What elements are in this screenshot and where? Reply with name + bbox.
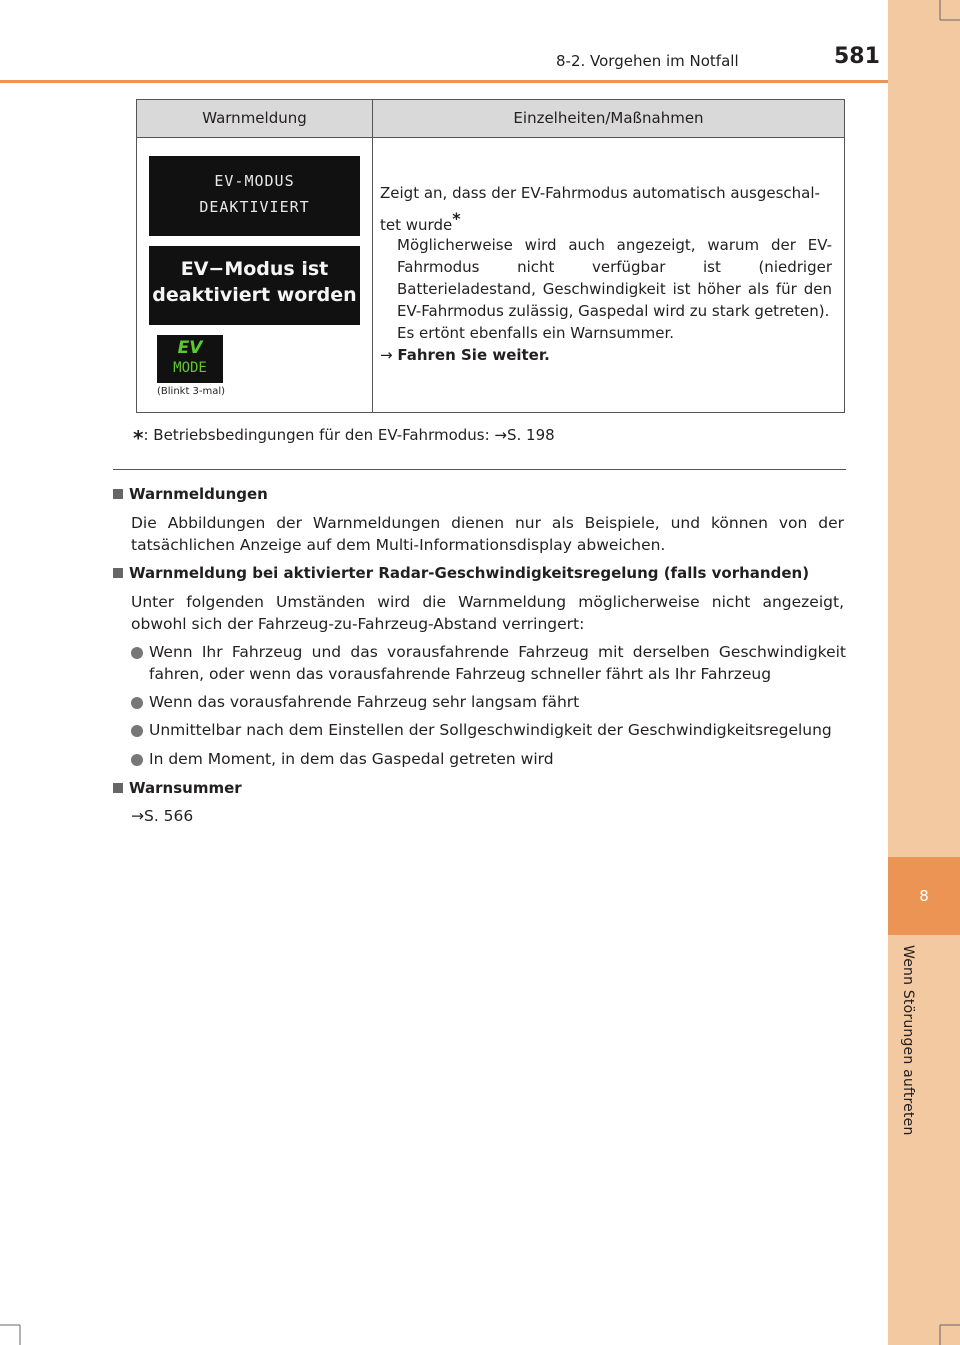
detail-buzzer: Es ertönt ebenfalls ein Warnsummer. bbox=[397, 324, 675, 342]
footnote: *: Betriebsbedingungen für den EV-Fahrmodus: →S. 198 bbox=[133, 426, 555, 450]
ev-mode-deactivated-display-alt bbox=[149, 246, 360, 325]
section-text: Die Abbildungen der Warnmeldungen dienen nur als Beispiele, und können von der tatsächlichen Anzeige auf dem Multi-Informationsdisplay abweichen. bbox=[131, 514, 844, 554]
round-bullet-icon bbox=[131, 754, 143, 766]
arrow-icon: → bbox=[380, 346, 393, 364]
section-title: 8-2. Vorgehen im Notfall bbox=[556, 52, 739, 70]
list-item: In dem Moment, in dem das Gaspedal getreten wird bbox=[149, 750, 554, 768]
column-header-details: Einzelheiten/Maßnahmen bbox=[513, 109, 704, 127]
detail-action: → Fahren Sie weiter. bbox=[380, 346, 550, 364]
section-heading-radar: Warnmeldung bei aktivierter Radar-Geschwindigkeitsregelung (falls vorhanden) bbox=[113, 564, 809, 582]
chapter-number: 8 bbox=[919, 887, 929, 905]
square-bullet-icon bbox=[113, 568, 123, 578]
square-bullet-icon bbox=[113, 783, 123, 793]
warning-table bbox=[136, 99, 845, 413]
display-line: EV-MODUS bbox=[214, 172, 295, 190]
page-reference-link[interactable]: →S. 566 bbox=[131, 807, 194, 825]
round-bullet-icon bbox=[131, 725, 143, 737]
section-text: Unter folgenden Umständen wird die Warnmeldung möglicherweise nicht angezeigt, obwohl sich der Fahrzeug-zu-Fahrzeug-Abstand verringert: bbox=[131, 593, 844, 633]
list-item: Wenn das vorausfahrende Fahrzeug sehr langsam fährt bbox=[149, 693, 580, 711]
table-header bbox=[137, 100, 844, 138]
column-header-warning: Warnmeldung bbox=[202, 109, 307, 127]
list-item: Unmittelbar nach dem Einstellen der Sollgeschwindigkeit der Geschwindigkeitsregelung bbox=[149, 721, 832, 739]
detail-line: Zeigt an, dass der EV-Fahrmodus automatisch ausgeschal- bbox=[380, 184, 820, 202]
ev-icon-label: EV bbox=[177, 338, 203, 358]
asterisk-icon: * bbox=[452, 209, 461, 228]
column-divider bbox=[372, 100, 373, 412]
header-rule bbox=[0, 80, 888, 83]
chapter-number-tab[interactable] bbox=[888, 857, 960, 935]
round-bullet-icon bbox=[131, 647, 143, 659]
asterisk-icon: * bbox=[133, 426, 144, 450]
blink-note: (Blinkt 3-mal) bbox=[157, 386, 226, 397]
page-number: 581 bbox=[834, 44, 880, 69]
detail-line-2: tet wurde* bbox=[380, 209, 461, 234]
round-bullet-icon bbox=[131, 697, 143, 709]
detail-explanation: Möglicherweise wird auch angezeigt, warum der EV-Fahrmodus nicht verfügbar ist (niedriger Batterieladestand, Geschwindigkeit ist höher als für den EV-Fahrmodus zulässig, Gaspedal wird zu stark getreten). bbox=[397, 236, 832, 320]
square-bullet-icon bbox=[113, 489, 123, 499]
display-line: EV−Modus ist bbox=[180, 258, 329, 280]
section-heading-warnmeldungen: Warnmeldungen bbox=[113, 485, 268, 503]
display-line: DEAKTIVIERT bbox=[199, 198, 310, 216]
chapter-title: Wenn Störungen auftreten bbox=[900, 945, 916, 1136]
list-item: Wenn Ihr Fahrzeug und das vorausfahrende Fahrzeug mit derselben Geschwindigkeit fahren, oder wenn das vorausfahrende Fahrzeug schneller fährt als Ihr Fahrzeug bbox=[149, 643, 846, 683]
display-line: deaktiviert worden bbox=[152, 284, 357, 306]
mode-icon-label: MODE bbox=[173, 360, 207, 376]
section-divider bbox=[113, 469, 846, 470]
section-heading-warnsummer: Warnsummer bbox=[113, 779, 242, 797]
ev-mode-indicator-icon bbox=[157, 335, 223, 383]
ev-mode-deactivated-display bbox=[149, 156, 360, 236]
